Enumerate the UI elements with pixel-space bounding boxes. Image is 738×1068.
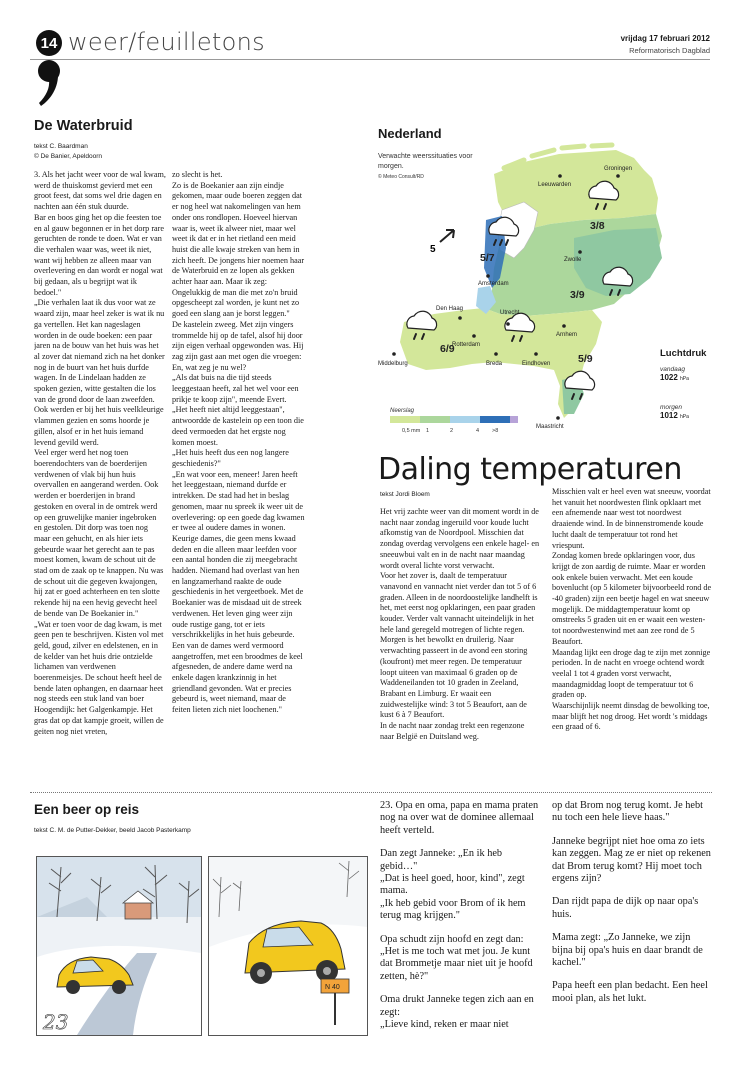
article-column-2: Misschien valt er heel even wat sneeuw, voordat het vanuit het noordwesten flink opklaart met een afnemende naar west tot noordwest draaiende wind. In de binnenstromende koude lucht daalt de temperatuur tot rond het vriespunt. Zondag komen brede opklaringen voor, dus krijgt de zon aardig de ruimte. Maar er worden ook enkele buien verwacht. Met een koude bovenlucht (op 5 kilometer bijvoorbeeld rond de -40 graden) zijn een beetje hagel en wat sneeuw mogelijk. De middagtemperatuur komt op omstreeks 5 graden uit en er waait een westen- tot noordwestenwind met aan zee rond de 5 Beaufort. Maandag lijkt een droge dag te zijn met zonnige perioden. In de nacht en vroege ochtend wordt veelal 1 tot 4 graden vorst verwacht, maandagmiddag loopt de temperatuur tot 6 graden op. Waarschijnlijk neemt dinsdag de bewolking toe, maar blijft het nog droog. Het wordt 's middags een graad of 6.: [552, 487, 712, 732]
wind-arrow-icon: [440, 230, 454, 242]
feuilleton-column-2: zo slecht is het. Zo is de Boekanier aan zijn eindje gekomen, maar oude boeren zeggen dat er nog heel wat nakomelingen van hem onder ons rondlopen. Hoeveel hiervan waar is, weet ik alweer niet, maar wel weet ik dat er in het rietland een meid huist die alle kwaje streken van hem in zich heeft. De jongens hier noemen haar de Waterbruid en ze lopen als gekken achter haar aan. Maar ik zeg: Ongelukkig de man die met zo'n bruid opgescheept zal worden, je kunt net zo goed een slang aan je borst leggen." De kastelein zweeg. Met zijn vingers trommelde hij op de tafel, alsof hij door zijn eigen verhaal opgewonden was. Hij zag zijn gast aan met ogen die vroegen: En, wat zeg je nu wel? „Als dat buis na die tijd steeds leeggestaan heeft, zal het wel voor een prikje te koop zijn", meende Evert. „Het heeft niet altijd leeggestaan", antwoordde de kastelein op een toon die deed vermoeden dat het ergste nog komen moest. „Het huis heeft dus een nog langere geschiedenis?" „En wat voor een, meneer! Jaren heeft het leeggestaan, niemand durfde er intrekken. De stad had het in beslag genomen, maar nu spreek ik weer uit de overlevering: op een goede dag kwamen er twee al oudere dames in wonen. Keurige dames, die geen mens kwaad deden en die alleen maar leefden voor een aantal honden die zij meegebracht hadden. Niemand had overlast van hen en langzamerhand raakte de oude geschiedenis in het vergeetboek. Met de Boekanier was de misdaad uit de streek verdwenen. Het leven ging weer zijn oude rustige gang, tot er iets verschrikkelijks in het huis gebeurde. Een van de dames werd vermoord aangetroffen, met een broodmes de keel afgesneden, de andere dame werd na enkele dagen krankzinnig in het griendland gevonden. Wat er precies gebeurd is, weet niemand, maar de feiten lieten zich niet loochenen.": [172, 170, 305, 715]
map-copyright: © Meteo Consult/RD: [378, 174, 424, 180]
city-rotterdam: Rotterdam: [452, 342, 481, 348]
road-sign-text: N 40: [325, 984, 340, 991]
pressure-tomorrow-value: 1012: [660, 411, 678, 420]
legend-tick-1: 0,5 mm: [402, 428, 421, 434]
pressure-unit: hPa: [680, 376, 689, 382]
legend-title: Neerslag: [390, 408, 415, 414]
illustration-number: 23: [43, 1010, 69, 1034]
city-arnhem: Arnhem: [556, 332, 578, 338]
page-number: 14: [36, 30, 62, 56]
temp-noordholland: 5/7: [480, 252, 495, 264]
legend-tick-5: >8: [492, 428, 499, 434]
kids-paragraph: Oma drukt Janneke tegen zich aan en zegt: „Lieve kind, reken er maar niet: [380, 994, 534, 1031]
legend-swatch-1: [390, 416, 420, 423]
article-byline: tekst Jordi Bloem: [380, 491, 430, 498]
kids-story-credit: tekst C. M. de Putter-Dekker, beeld Jacob Pasterkamp: [34, 827, 191, 834]
kids-paragraph: 23. Opa en oma, papa en mama praten nog na over wat de dominee allemaal heeft verteld.: [380, 800, 539, 836]
legend-tick-3: 2: [450, 428, 454, 434]
city-eindhoven: Eindhoven: [522, 361, 551, 367]
feuilleton-column-1: 3. Als het jacht weer voor de wal kwam, werd de thuiskomst gevierd met een groot feest, dat soms wel drie dagen en nachten aan één stuk duurde. Bar en boos ging het op die feesten toe en al gauw begonnen er in het dorp rare geruchten de ronde te doen. Wat er van die verhalen waar was, weet ik niet, want wij hebben ze alleen maar van overlevering en dan wordt er nogal wat bij gedaan, als u begrijpt wat ik bedoel." „Die verhalen laat ik dus voor wat ze waard zijn, maar heel zeker is wat ik nu ga vertellen. Het kan nageslagen worden in de oude boeken: een paar jaren na de bouw van het huis was het al zover dat niemand zich na het donker nog in de buurt van het huis durfde wagen. In de Lindelaan hadden ze spoken gezien, witte gestalten die los van de grond door de laan zweefden. Ook werden er bij het huis veelkleurige vlammen gezien en soms hoorde je gillen, alsof er in het huis iemand levend gevild werd. Veel erger werd het nog toen boerendochters van de boerderijen verdwenen of vlak bij hun huis overvallen en aangerand werden. Ook werden er boerderijen in brand gestoken en overal in de omtrek werd op een gruwelijke manier ingebroken en gestolen. Dit dorp was toen nog maar een gehucht, en als hier iets gebeurde waar het gerecht aan te pas moest komen, kwam de schout uit de stad om de zaak op te knappen. Nu was de schout uit die gegeven kwajongen, hij zat er goed achterheen en ten slotte rekende hij na een hevig gevecht heel de bende van De Boekanier in." „Wat er toen voor de dag kwam, is met geen pen te beschrijven. Kisten vol met geld, goud, zilver en edelstenen, en in de kelder van het huis drie ontzielde lichamen van verdwenen boerenmeisjes. De schout heeft heel de bende laten ophangen, en daarnaar heet nog steeds een stuk land van boer Hoogendijk: het Galgenkampje. Het gras dat op dat kampje groeit, willen de geiten nog niet vreten,: [34, 170, 166, 736]
city-utrecht: Utrecht: [500, 310, 520, 316]
temp-south: 5/9: [578, 353, 593, 365]
kids-story-column-1: [380, 800, 540, 1043]
feuilleton-title: De Waterbruid: [34, 118, 133, 134]
city-amsterdam: Amsterdam: [478, 281, 509, 287]
city-breda: Breda: [486, 361, 503, 367]
kids-paragraph: Papa heeft een plan bedacht. Een heel mooi plan, als het lukt.: [552, 980, 708, 1004]
kids-paragraph: Opa schudt zijn hoofd en zegt dan: „Het is me toch wat met jou. Je kunt dat Brommetje maar niet uit je hoofd zetten, hè?": [380, 933, 533, 982]
illustration-car-snowy-road: [36, 856, 202, 1036]
map-subtitle: Verwachte weerssituaties voor morgen.: [378, 153, 473, 170]
kids-paragraph: Dan rijdt papa de dijk op naar opa's huis.: [552, 896, 699, 920]
newspaper-name: Reformatorisch Dagblad: [629, 46, 710, 55]
kids-story-column-2: [552, 800, 712, 1016]
temp-north: 3/8: [590, 220, 605, 232]
pressure-today: [660, 366, 689, 382]
kids-story-title: Een beer op reis: [34, 802, 140, 817]
pressure-title: Luchtdruk: [660, 348, 707, 359]
city-groningen: Groningen: [604, 166, 633, 172]
feuilleton-credit: [34, 142, 102, 162]
illustration-car-sign: [208, 856, 368, 1036]
kids-paragraph: op dat Brom nog terug komt. Je hebt nu toch een hele lieve haas.": [552, 800, 703, 824]
wind-force-label: 5: [430, 244, 436, 255]
city-zwolle: Zwolle: [564, 257, 582, 263]
map-title: Nederland: [378, 126, 442, 141]
legend-tick-2: 1: [426, 428, 430, 434]
kids-paragraph: Janneke begrijpt niet hoe oma zo iets kan zeggen. Mag ze er niet op rekenen dat Brom terug komt? Hij moet toch ergens zijn?: [552, 835, 711, 885]
pressure-today-value: 1022: [660, 373, 678, 382]
pressure-tomorrow: [660, 404, 689, 420]
article-column-1: Het vrij zachte weer van dit moment wordt in de nacht naar zondag ingeruild voor koude lucht afkomstig van de Noordpool. Misschien dat zondag overdag vervolgens een enkele hagel- en sneeuwbui valt en in de nacht naar maandag wordt overal lichte vorst verwacht. Voor het zover is, daalt de temperatuur vanavond en vannacht niet verder dan tot 5 of 6 graden. Alleen in de noordoostelijke landhelft is het, met eerst nog opklaringen, een paar graden kouder. Verder valt vannacht uiteindelijk in het hele land geregeld motregen of lichte regen. Morgen is het bewolkt en druilerig. Naar verwachting passeert in de avond een storing (koufront) met meer regen. De temperatuur loopt uiteen van maximaal 6 graden op de Waddeneilanden tot 10 graden in Zeeland, Brabant en Limburg. Er waait een zuidwestelijke wind: 3 tot 5 Beaufort, aan de kust 6 à 7 Beaufort. In de nacht naar zondag trekt een regenzone naar België en Duitsland weg.: [380, 507, 540, 741]
kids-paragraph: Dan zegt Janneke: „En ik heb gebid…" „Dat is heel goed, hoor, kind", zegt mama. „Ik heb gebid voor Brom of ik hem terug mag krijgen.": [380, 848, 526, 922]
pressure-unit-2: hPa: [680, 414, 689, 420]
temp-east: 3/9: [570, 289, 585, 301]
article-headline: Daling temperaturen: [378, 452, 682, 487]
pressure-tomorrow-label: morgen: [660, 404, 683, 411]
legend-swatch-4: [480, 416, 510, 423]
comma-logo-icon: [34, 58, 64, 108]
city-middelburg: Middelburg: [378, 361, 408, 367]
issue-date: vrijdag 17 februari 2012: [620, 34, 710, 43]
city-leeuwarden: Leeuwarden: [538, 182, 572, 188]
legend-swatch-3: [450, 416, 480, 423]
city-maastricht: Maastricht: [536, 424, 564, 430]
legend-tick-4: 4: [476, 428, 480, 434]
map-land-east: [574, 228, 662, 296]
legend-swatch-2: [420, 416, 450, 423]
section-divider: [30, 792, 712, 793]
feuilleton-author: tekst C. Baardman: [34, 143, 88, 150]
section-title: weer/feuilletons: [68, 28, 265, 56]
header-rule: [30, 59, 710, 60]
pressure-today-label: vandaag: [660, 366, 685, 373]
city-den-haag: Den Haag: [436, 306, 464, 312]
feuilleton-publisher: © De Banier, Apeldoorn: [34, 153, 103, 160]
kids-paragraph: Mama zegt: „Zo Janneke, we zijn bijna bij opa's huis en daar brandt de kachel.": [552, 932, 703, 969]
temp-zuidholland: 6/9: [440, 343, 455, 355]
legend-swatch-5: [510, 416, 518, 423]
